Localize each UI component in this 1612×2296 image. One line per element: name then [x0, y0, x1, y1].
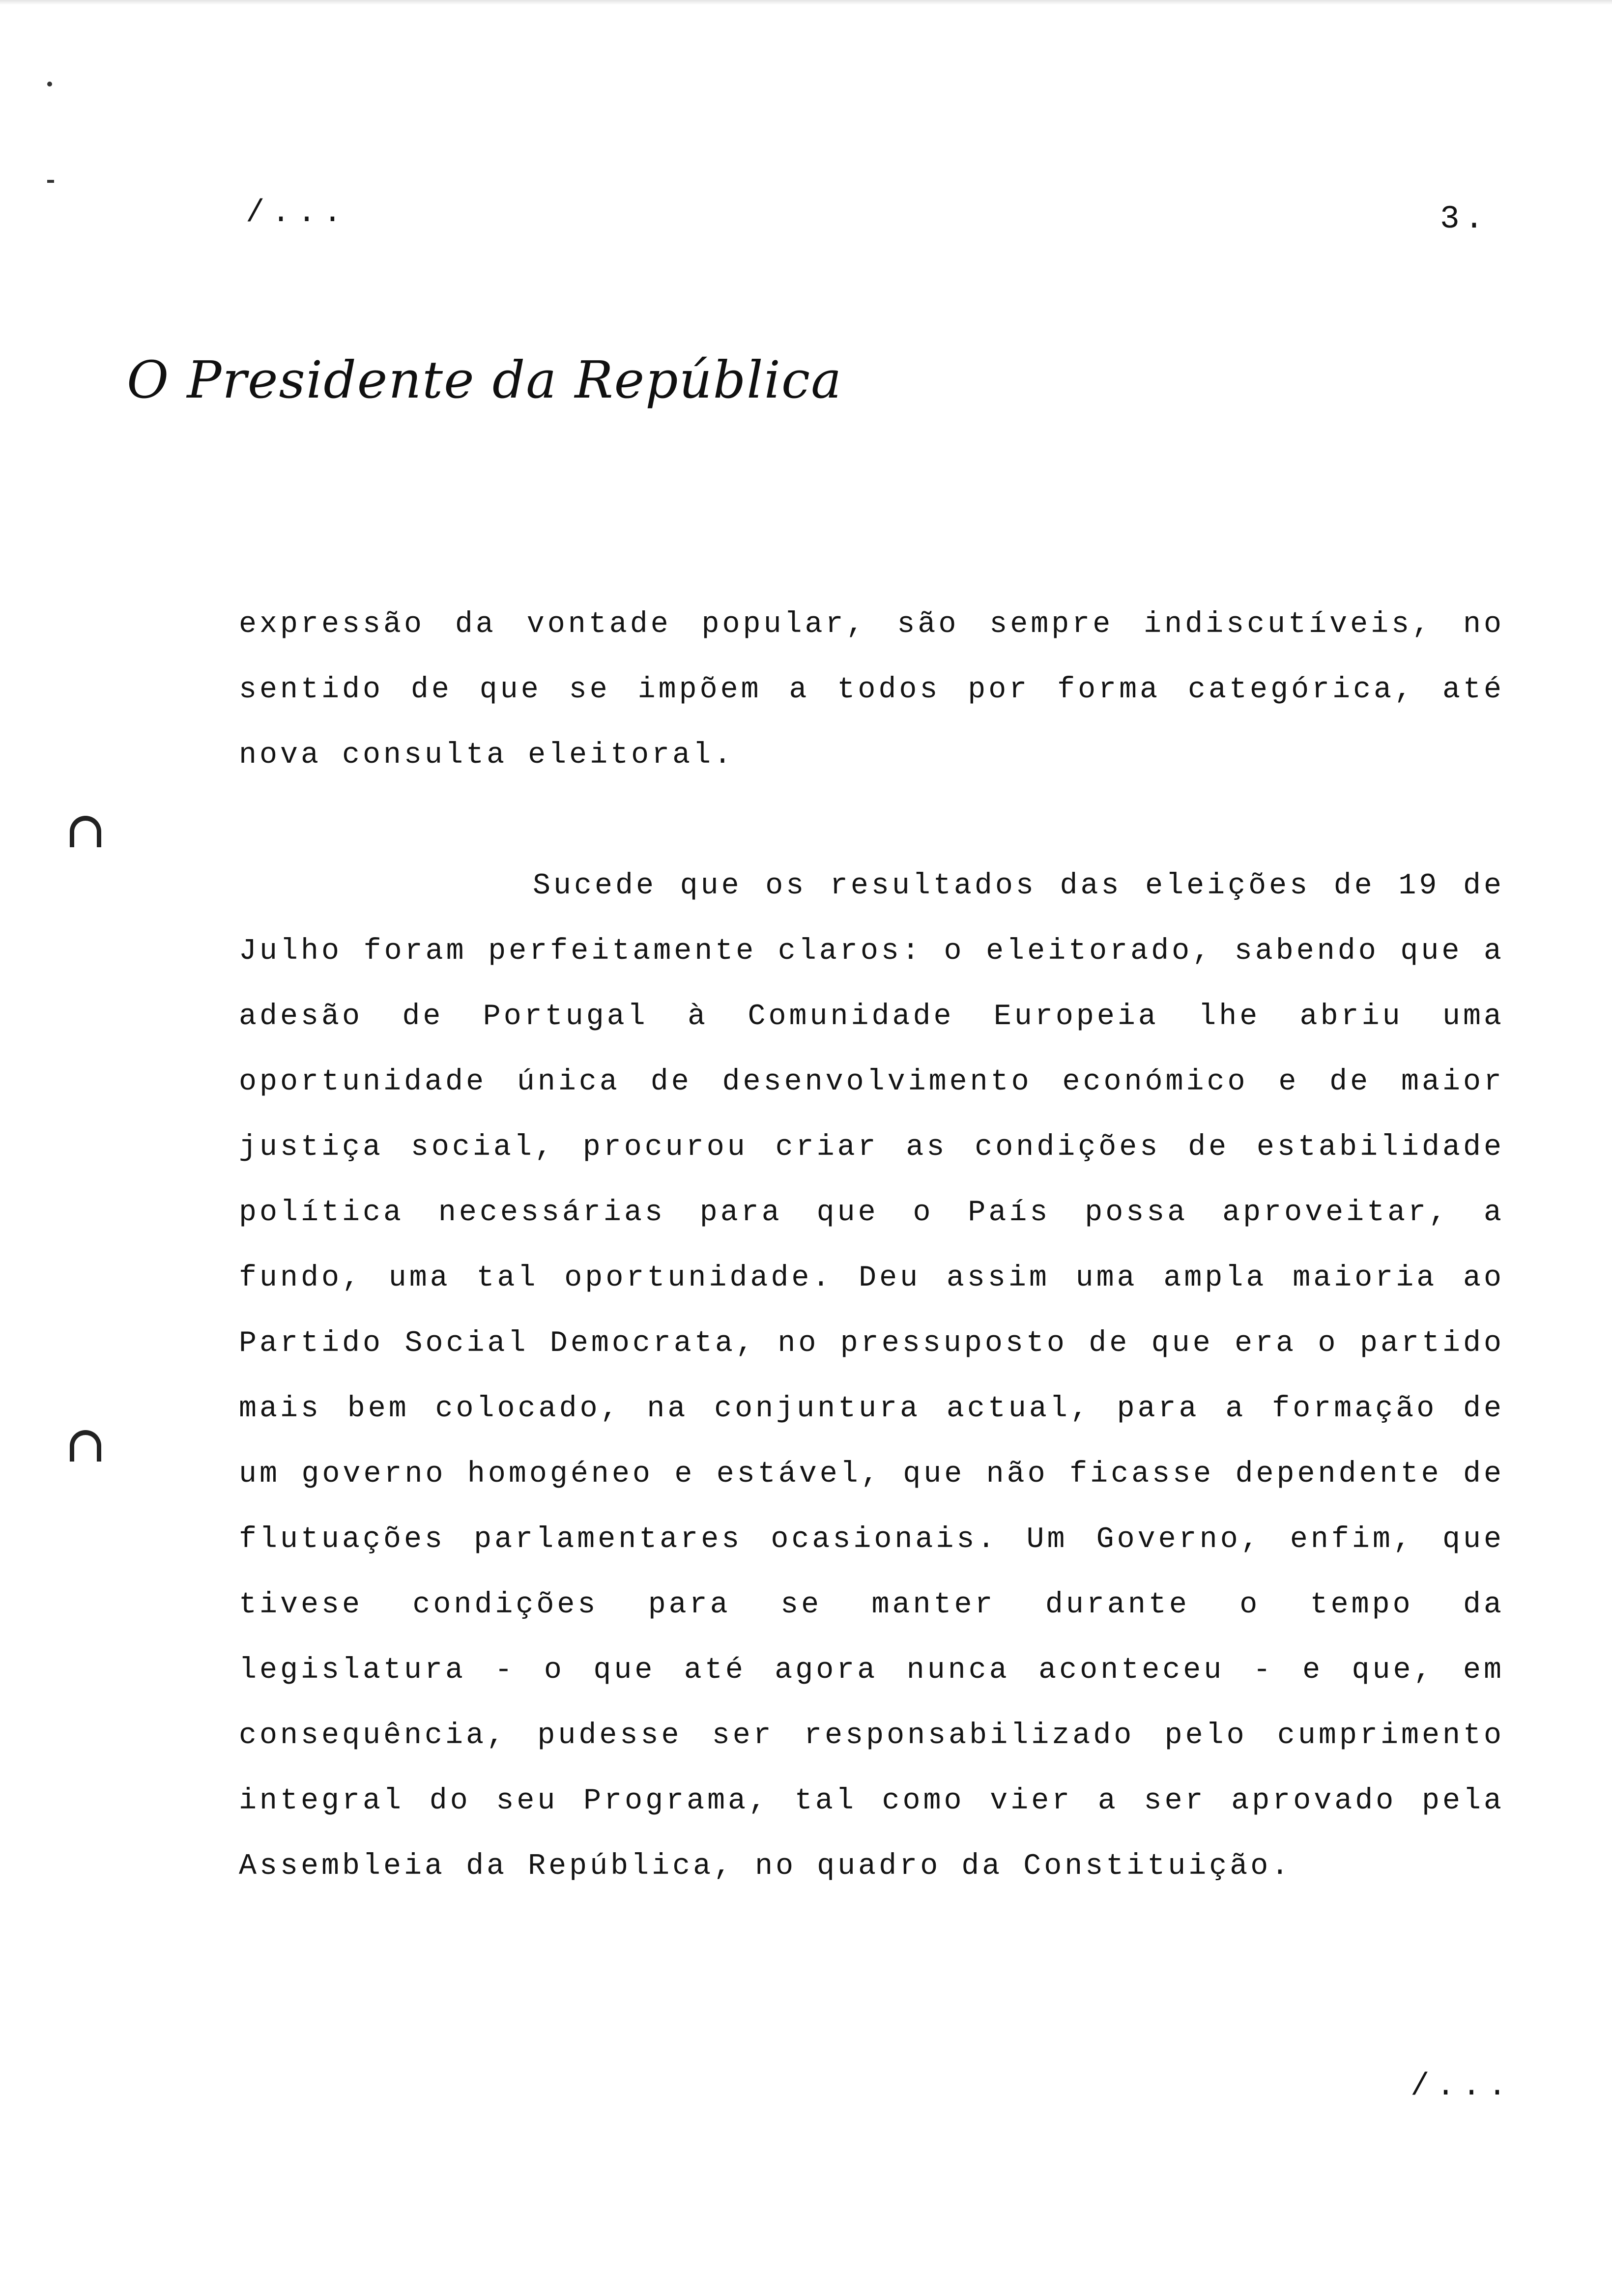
scan-mark-dot — [47, 82, 52, 86]
document-body — [239, 592, 1504, 1899]
letterhead-title: O Presidente da República — [127, 350, 843, 410]
continued-marker-top: /... — [246, 196, 349, 231]
punch-hole-upper — [70, 816, 101, 847]
continued-marker-bottom: /... — [1410, 2069, 1514, 2104]
punch-hole-lower — [70, 1430, 101, 1462]
scan-mark-dash — [47, 180, 54, 183]
body-paragraph: expressão da vontade popular, são sempre indiscutíveis, no sentido de que se impõem a todos por forma categórica, até nova consulta eleitoral. — [239, 608, 1504, 772]
scan-top-edge — [0, 0, 1612, 5]
body-paragraph: Sucede que os resultados das eleições de 19 de Julho foram perfeitamente claros: o eleitorado, sabendo que a adesão de Portugal à Comunidade Europeia lhe abriu uma oportunidade única de desenvolvimento económico e de maior justiça social, procurou criar as condições de estabilidade política necessárias para que o País possa aproveitar, a fundo, uma tal oportunidade. Deu assim uma ampla maioria ao Partido Social Democrata, no pressuposto de que era o partido mais bem colocado, na conjuntura actual, para a formação de um governo homogéneo e estável, que não ficasse dependente de flutuações parlamentares ocasionais. Um Governo, enfim, que tivese condições para se manter durante o tempo da legislatura - o que até agora nunca aconteceu - e que, em consequência, pudesse ser responsabilizado pelo cumprimento integral do seu Programa, tal como vier a ser aprovado pela Assembleia da República, no quadro da Constituição. — [239, 869, 1504, 1883]
page-number: 3. — [1440, 201, 1489, 237]
